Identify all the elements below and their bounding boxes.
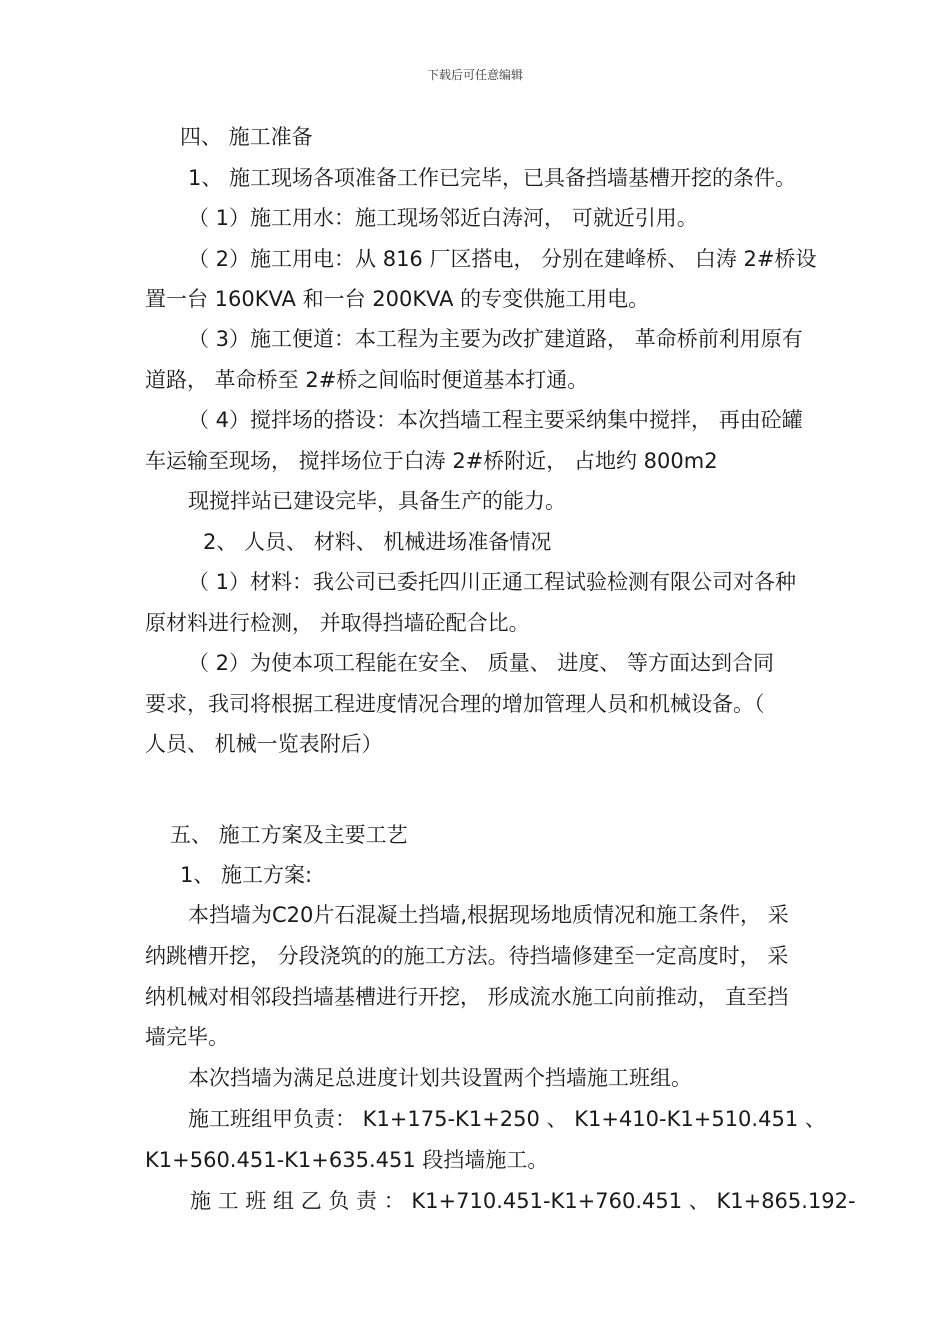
paragraph-line: 1、 施工现场各项准备工作已完毕，已具备挡墙基槽开挖的条件。 — [188, 166, 797, 190]
subsection-heading-plan: 1、 施工方案: — [180, 863, 313, 887]
paragraph-line: （ 4）搅拌场的搭设：本次挡墙工程主要采纳集中搅拌， 再由砼罐 — [188, 408, 803, 432]
page-header: 下载后可任意编辑 — [426, 68, 523, 82]
paragraph-line: 车运输至现场， 搅拌场位于白涛 2#桥附近， 占地约 800m2 — [145, 449, 718, 473]
paragraph-line: 本挡墙为C20片石混凝土挡墙,根据现场地质情况和施工条件， 采 — [188, 903, 789, 927]
subsection-heading-personnel: 2、 人员、 材料、 机械进场准备情况 — [203, 530, 552, 554]
paragraph-line: 墙完毕。 — [145, 1025, 229, 1049]
paragraph-line: 人员、 机械一览表附后） — [145, 732, 383, 756]
paragraph-line: 要求，我司将根据工程进度情况合理的增加管理人员和机械设备。（ — [145, 692, 765, 716]
paragraph-line: 施工班组甲负责： K1+175-K1+250 、 K1+410-K1+510.451 、 — [188, 1107, 826, 1131]
paragraph-line: 道路， 革命桥至 2#桥之间临时便道基本打通。 — [145, 368, 589, 392]
paragraph-line: 现搅拌站已建设完毕，具备生产的能力。 — [188, 489, 566, 513]
paragraph-line: 纳跳槽开挖， 分段浇筑的的施工方法。待挡墙修建至一定高度时， 采 — [145, 944, 789, 968]
paragraph-line: （ 2）施工用电：从 816 厂区搭电， 分别在建峰桥、 白涛 2#桥设 — [188, 247, 817, 271]
paragraph-line: 本次挡墙为满足总进度计划共设置两个挡墙施工班组。 — [188, 1066, 692, 1090]
section-heading-construction-plan: 五、 施工方案及主要工艺 — [170, 823, 408, 847]
paragraph-line: 原材料进行检测， 并取得挡墙砼配合比。 — [145, 611, 530, 635]
paragraph-line: K1+560.451-K1+635.451 段挡墙施工。 — [145, 1148, 549, 1172]
paragraph-line: 纳机械对相邻段挡墙基槽进行开挖， 形成流水施工向前推动， 直至挡 — [145, 985, 789, 1009]
section-heading-preparation: 四、 施工准备 — [180, 125, 313, 149]
paragraph-line: （ 2）为使本项工程能在安全、 质量、 进度、 等方面达到合同 — [188, 651, 775, 675]
paragraph-line: （ 3）施工便道：本工程为主要为改扩建道路， 革命桥前利用原有 — [188, 327, 803, 351]
paragraph-line: （ 1）材料：我公司已委托四川正通工程试验检测有限公司对各种 — [188, 570, 797, 594]
paragraph-line: 置一台 160KVA 和一台 200KVA 的专变供施工用电。 — [145, 287, 650, 311]
paragraph-line: 施 工 班 组 乙 负 责 ： K1+710.451-K1+760.451 、 K1+865.192- — [190, 1189, 856, 1213]
paragraph-line: （ 1）施工用水：施工现场邻近白涛河， 可就近引用。 — [188, 206, 698, 230]
